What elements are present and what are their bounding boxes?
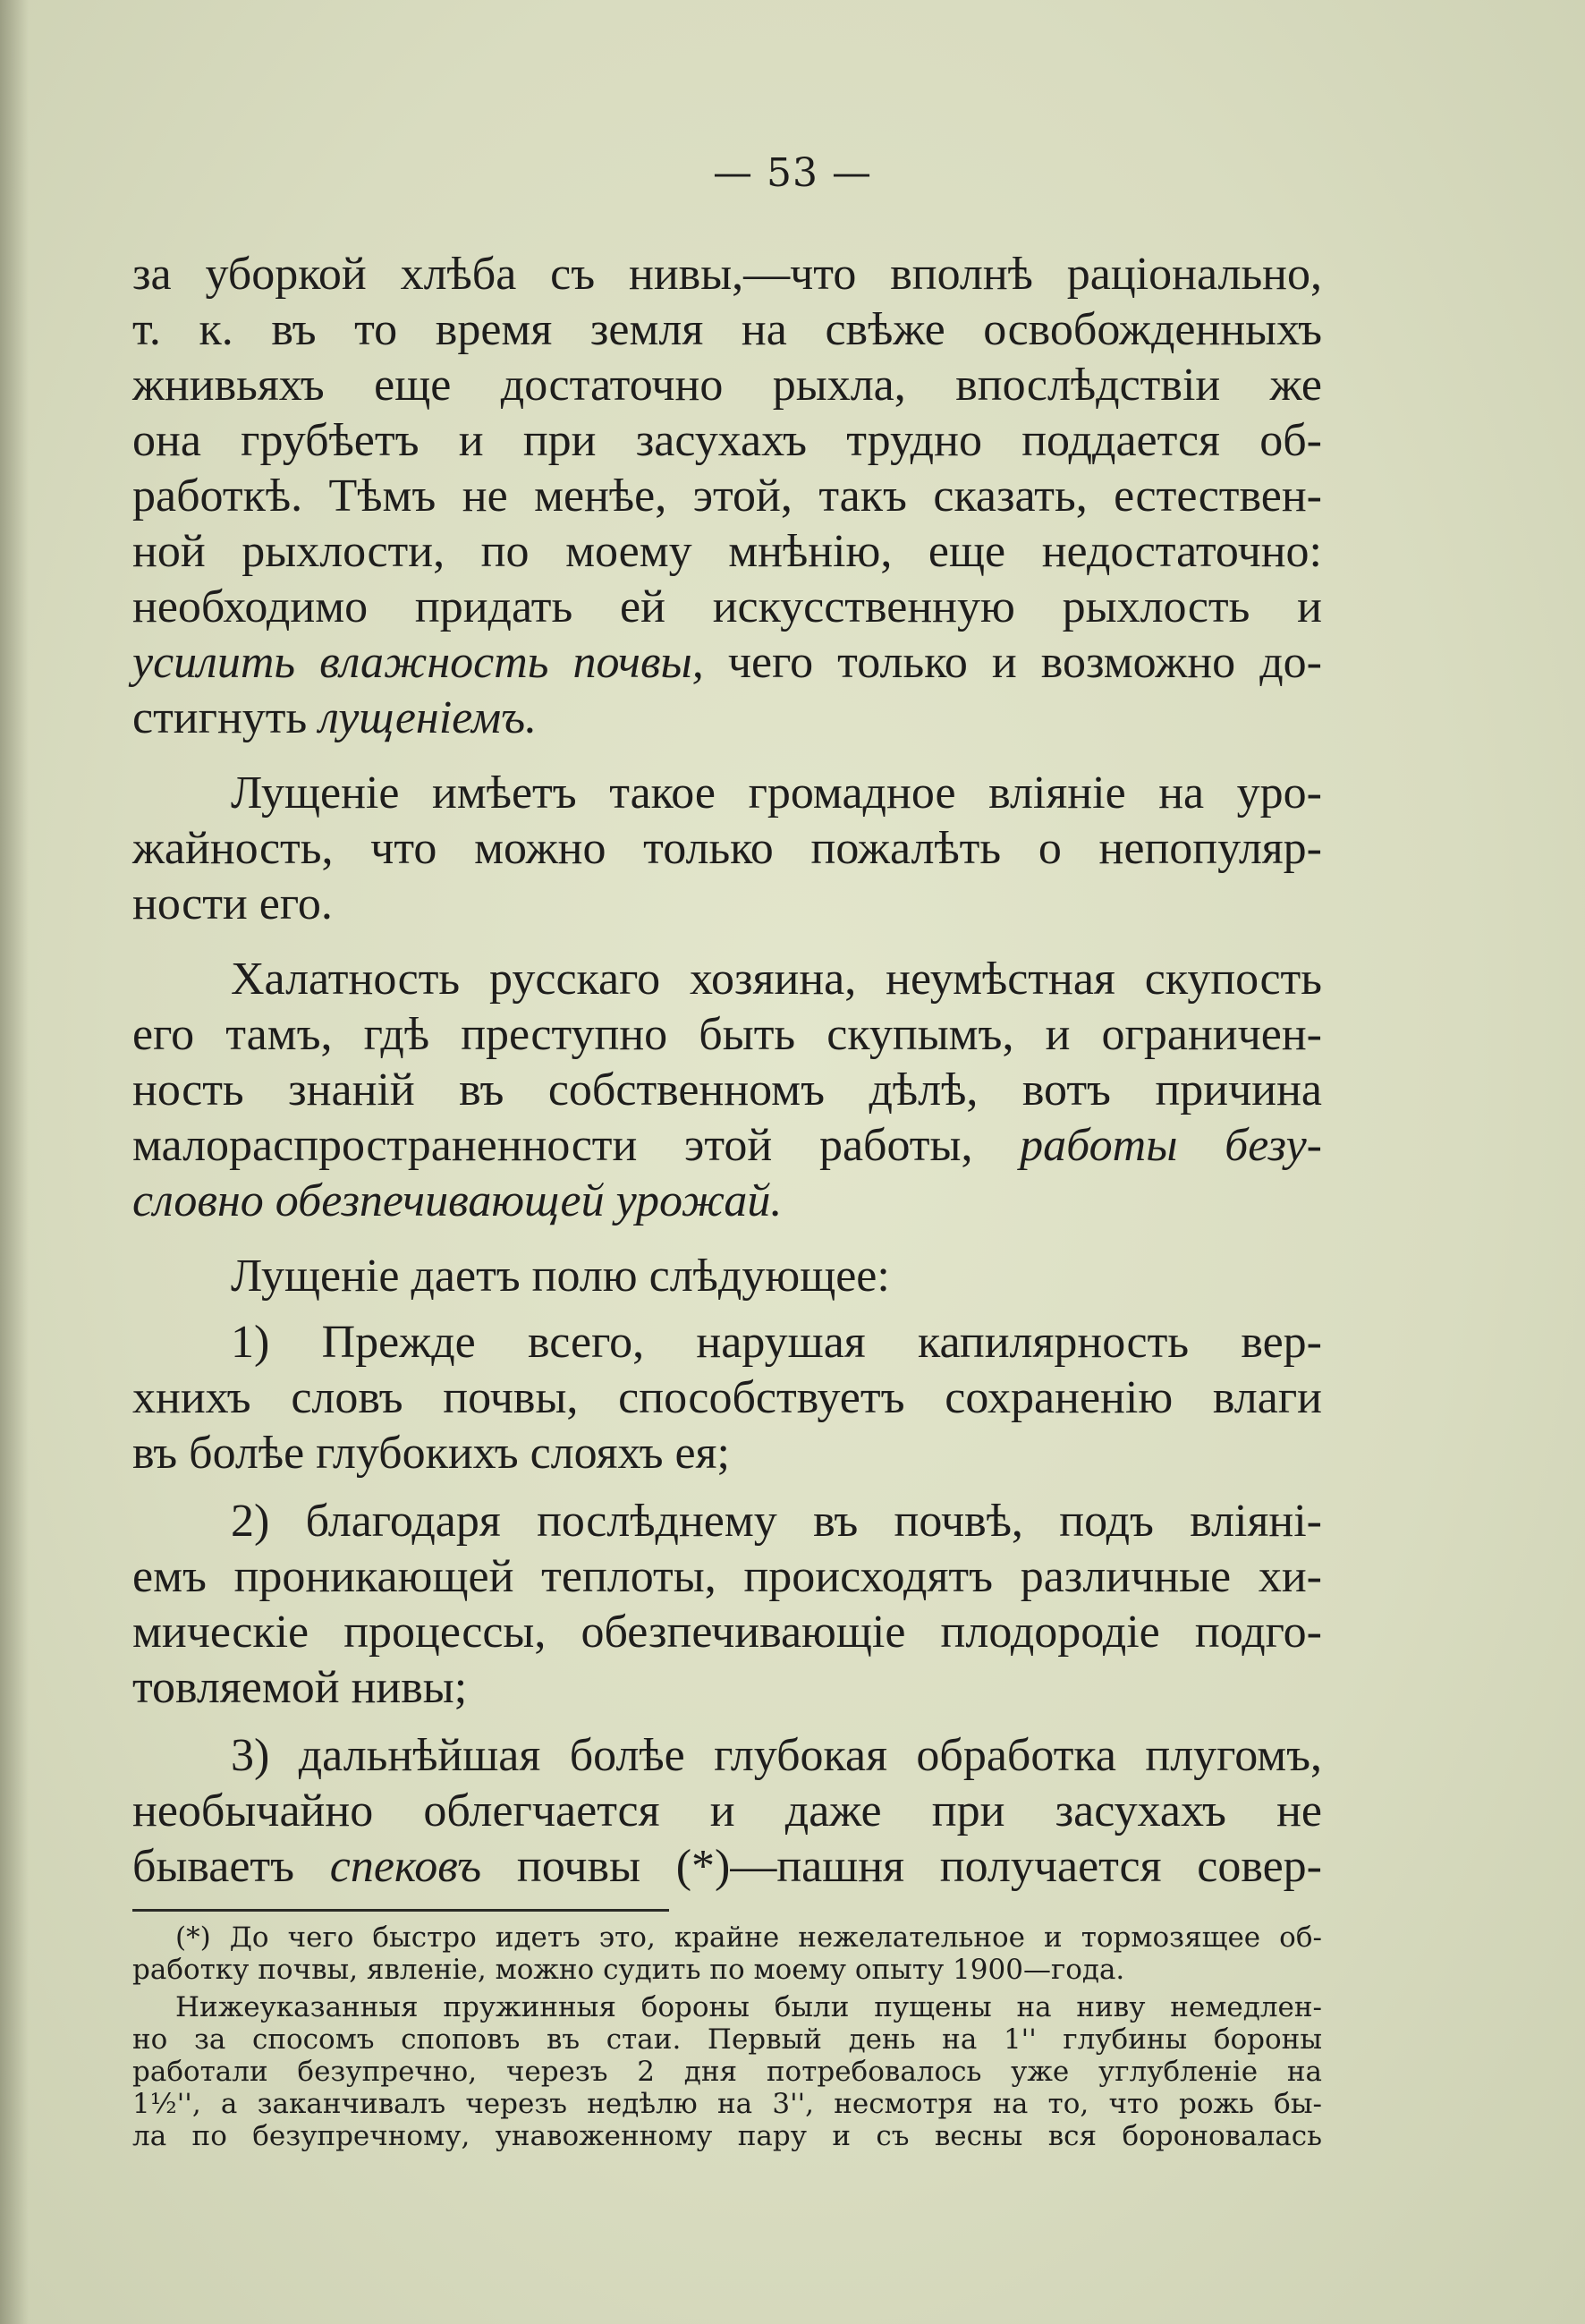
text-line — [132, 1063, 1322, 1118]
footnote-divider — [132, 1909, 669, 1912]
page-edge-shadow — [0, 0, 29, 2324]
line-text: мическіе процессы, обезпечивающіе плодородіе подго- — [132, 1607, 1322, 1658]
footnote-line: но за спосомъ споповъ въ стаи. Первый день на 1'' глубины бороны — [132, 2023, 1322, 2056]
text-line — [132, 821, 1322, 877]
line-text: жнивьяхъ еще достаточно рыхла, впослѣдствіи же — [132, 360, 1322, 411]
footnote-line: работали безупречно, черезъ 2 дня потребовалось уже углубленіе на — [132, 2056, 1322, 2088]
text-line — [231, 1249, 1322, 1304]
emphasis-text: спековъ — [329, 1841, 482, 1892]
emphasis-text: работы безу- — [1020, 1120, 1322, 1171]
line-text: 3) дальнѣйшая болѣе глубокая обработка плугомъ, — [231, 1730, 1322, 1781]
emphasis-text: лущеніемъ. — [318, 692, 538, 743]
footnote-line: 1½'', а заканчивалъ черезъ недѣлю на 3'', несмотря на то, что рожь бы- — [132, 2088, 1322, 2120]
line-text: ность знаній въ собственномъ дѣлѣ, вотъ причина — [132, 1064, 1322, 1115]
footnote-line: ла по безупречному, унавоженному пару и съ весны вся бороновалась — [132, 2120, 1322, 2152]
line-text: работкѣ. Тѣмъ не менѣе, этой, такъ сказать, естествен- — [132, 471, 1322, 522]
text-line — [132, 358, 1322, 413]
line-text: 2) благодаря послѣднему въ почвѣ, подъ вліяні- — [231, 1496, 1322, 1547]
text-line — [132, 1839, 1322, 1895]
line-text: необычайно облегчается и даже при засухахъ не — [132, 1785, 1322, 1836]
text-line — [132, 524, 1322, 580]
line-text: ности его. — [132, 878, 333, 929]
line-text: Лущеніе даетъ полю слѣдующее: — [231, 1251, 890, 1302]
text-line — [132, 1174, 1322, 1229]
footnote-line: работку почвы, явленіе, можно судить по моему опыту 1900—года. — [132, 1954, 1125, 1986]
text-line — [132, 1370, 1322, 1426]
text-line — [132, 1549, 1322, 1605]
text-line — [132, 413, 1322, 469]
text-line — [132, 1784, 1322, 1839]
line-text: чего только и возможно до- — [703, 637, 1322, 688]
text-line — [132, 1007, 1322, 1063]
line-text: она грубѣетъ и при засухахъ трудно поддается об- — [132, 415, 1322, 466]
line-text: стигнуть — [132, 692, 319, 743]
line-text: его тамъ, гдѣ преступно быть скупымъ, и ограничен- — [132, 1009, 1322, 1060]
text-line — [231, 766, 1322, 821]
text-line — [132, 635, 1322, 691]
line-text: малораспространенности этой работы, — [132, 1120, 1021, 1171]
line-text: за уборкой хлѣба съ нивы,—что вполнѣ раціонально, — [132, 249, 1322, 300]
text-line — [132, 247, 1322, 302]
line-text: почвы (*)—пашня получается совер- — [481, 1841, 1322, 1892]
line-text: хнихъ словъ почвы, способствуетъ сохраненію влаги — [132, 1372, 1322, 1423]
line-text: жайность, что можно только пожалѣть о непопуляр- — [132, 823, 1322, 874]
page-number: — 53 — — [713, 150, 872, 196]
line-text: необходимо придать ей искусственную рыхлость и — [132, 581, 1322, 632]
text-line — [132, 691, 1322, 746]
text-line — [231, 1494, 1322, 1549]
footnote-line: (*) До чего быстро идетъ это, крайне нежелательное и тормозящее об- — [175, 1921, 1322, 1954]
line-text: емъ проникающей теплоты, происходятъ различные хи- — [132, 1551, 1322, 1602]
line-text: 1) Прежде всего, нарушая капилярность вер- — [231, 1317, 1322, 1368]
text-line — [132, 877, 1322, 932]
text-line — [231, 952, 1322, 1007]
line-text: ной рыхлости, по моему мнѣнію, еще недостаточно: — [132, 526, 1322, 577]
text-line — [231, 1315, 1322, 1370]
emphasis-text: словно обезпечивающей урожай. — [132, 1175, 783, 1226]
text-line — [132, 1426, 1322, 1481]
line-text: бываетъ — [132, 1841, 330, 1892]
text-line — [132, 469, 1322, 524]
line-text: въ болѣе глубокихъ слояхъ ея; — [132, 1428, 730, 1479]
text-line — [132, 302, 1322, 358]
emphasis-text: усилить влажность почвы, — [132, 637, 704, 688]
line-text: Лущеніе имѣетъ такое громадное вліяніе на уро- — [231, 768, 1322, 818]
text-line — [231, 1728, 1322, 1784]
line-text: т. к. въ то время земля на свѣже освобожденныхъ — [132, 304, 1322, 355]
line-text: Халатность русскаго хозяина, неумѣстная скупость — [231, 954, 1322, 1005]
text-line — [132, 1118, 1322, 1174]
text-line — [132, 1660, 1322, 1716]
text-line — [132, 1605, 1322, 1660]
text-line — [132, 580, 1322, 635]
footnote-line: Нижеуказанныя пружинныя бороны были пущены на ниву немедлен- — [175, 1991, 1322, 2023]
line-text: товляемой нивы; — [132, 1662, 468, 1713]
